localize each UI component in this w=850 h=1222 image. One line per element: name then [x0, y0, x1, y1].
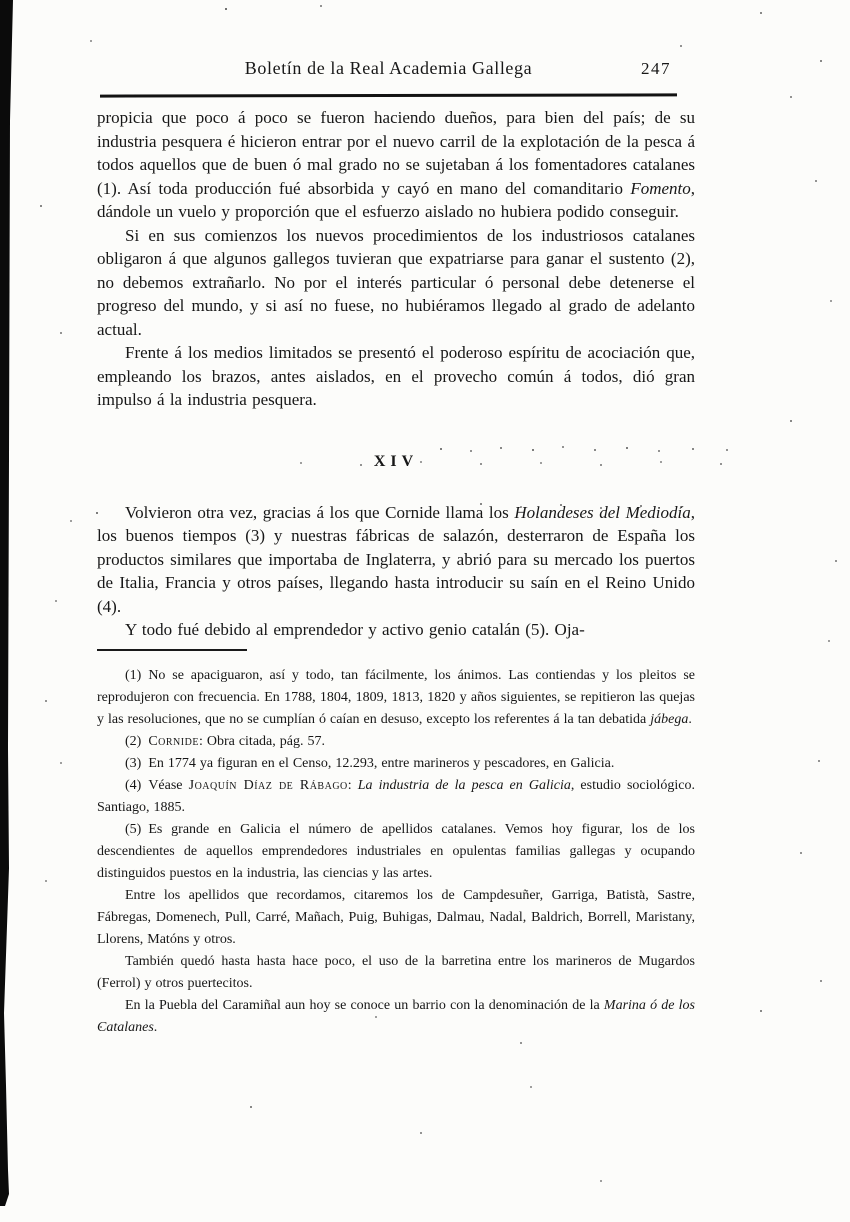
text-block [97, 106, 695, 1039]
header-rule [100, 93, 677, 97]
footnotes [97, 665, 695, 1039]
paragraph-5: Y todo fué debido al emprendedor y activo genio catalán (5). Oja- [125, 620, 585, 639]
page-number: 247 [641, 59, 671, 78]
journal-title: Boletín de la Real Academia Gallega [244, 57, 533, 79]
footnote-5-continued-1: Entre los apellidos que recordamos, citaremos los de Campdesuñer, Garriga, Batista, Sastre, Fábregas, Domenech, Pull, Carré, Mañach, Puig, Buhigas, Dalmau, Nadal, Baldrich, Borrell, Maristany, Llorens, Matóns y otros. [97, 887, 695, 947]
section-heading: XIV [373, 452, 419, 470]
footnote-4: (4) Véase Joaquín Díaz de Rábago: La industria de la pesca en Galicia, estudio sociológico. Santiago, 1885. [97, 777, 696, 815]
scan-noise [0, 0, 2, 2]
footnote-5: (5) Es grande en Galicia el número de apellidos catalanes. Vemos hoy figurar, los de los descendientes de aquellos emprendedores industriales en opulentas familias gallegas y ocupando distinguidos puestos en la industria, las ciencias y las artes. [97, 821, 695, 881]
footnote-separator [97, 649, 247, 651]
footnote-3: (3) En 1774 ya figuran en el Censo, 12.293, entre marineros y pescadores, en Galicia. [125, 755, 615, 771]
paragraph-1: propicia que poco á poco se fueron haciendo dueños, para bien del país; de su industria pesquera é hicieron entrar por el nuevo carril de la explotación de la pesca á todos aquellos que de buen ó mal grado no se sujetaban á los fomentadores catalanes (1). Así toda producción fué absorbida y cayó en mano del comanditario Fomento, dándole un vuelo y proporción que el esfuerzo aislado no hubiera podido conseguir. [97, 108, 695, 221]
paragraph-2: Si en sus comienzos los nuevos procedimientos de los industriosos catalanes obligaron á que algunos gallegos tuvieran que expatriarse para ganar el sustento (2), no debemos extrañarlo. No por el interés particular ó personal debe detenerse el progreso del mundo, y si así no fuese, no hubiéramos llegado al grado de adelanto actual. [97, 225, 695, 339]
paragraph-3: Frente á los medios limitados se presentó el poderoso espíritu de acociación que, empleando los brazos, antes aislados, en el provecho común á todos, dió gran impulso á la industria pesquera. [97, 343, 695, 409]
page-header [100, 58, 677, 79]
footnote-2: (2) Cornide: Obra citada, pág. 57. [125, 733, 325, 749]
footnote-1: (1) No se apaciguaron, así y todo, tan fácilmente, los ánimos. Las contiendas y los pleitos se reprodujeron con frecuencia. En 1788, 1804, 1809, 1813, 1820 y años siguientes, se repitieron las quejas y las resoluciones, que no se cumplían ó caían en desuso, excepto los referentes á la tan debatida jábega. [97, 667, 695, 727]
binding-shadow [0, 0, 14, 1206]
footnote-5-continued-3: En la Puebla del Caramiñal aun hoy se conoce un barrio con la denominación de la Marina ó de los Catalanes. [97, 997, 695, 1035]
footnote-5-continued-2: También quedó hasta hasta hace poco, el uso de la barretina entre los marineros de Mugardos (Ferrol) y otros puertecitos. [97, 953, 695, 991]
paragraph-4: Volvieron otra vez, gracias á los que Cornide llama los Holandeses del Mediodía, los buenos tiempos (3) y nuestras fábricas de salazón, desterraron de España los productos similares que importaba de Inglaterra, y abrió para su mercado los puertos de Italia, Francia y otros países, llegando hasta introducir su saín en el Reino Unido (4). [97, 502, 695, 616]
